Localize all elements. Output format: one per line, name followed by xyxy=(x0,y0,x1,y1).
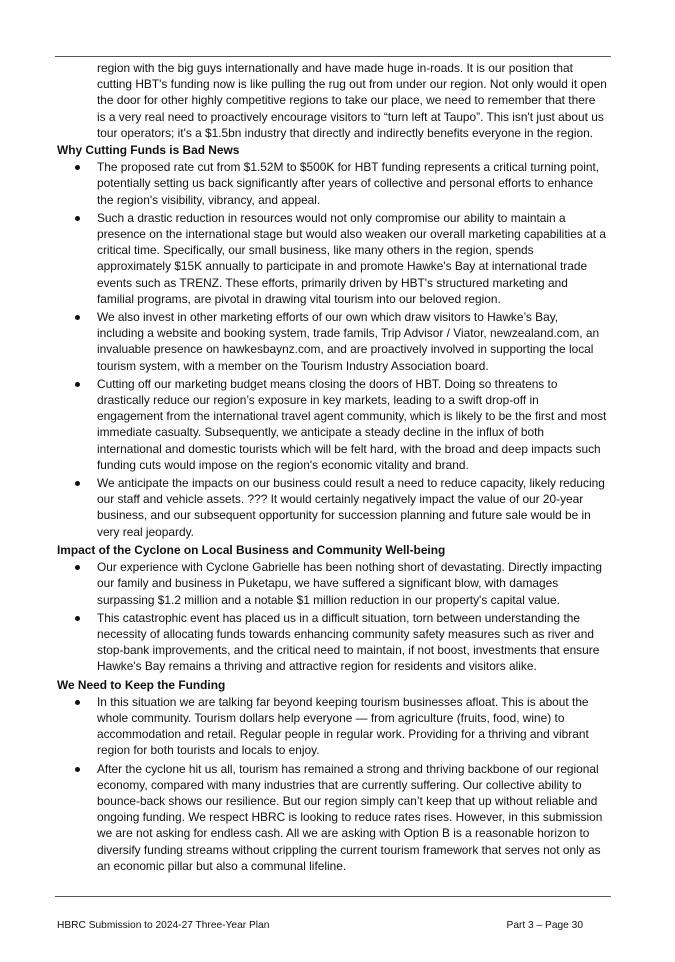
list-item xyxy=(57,761,607,874)
continuation-paragraph: region with the big guys internationally and have made huge in-roads. It is our position that cutting HBT's funding now is like pulling the rug out from under our region. Not only would it open the door for other highly competitive regions to take our place, we need to remember that there is a very real need to proactively encourage visitors to “turn left at Taupo”. This isn't just about us tour operators; it's a $1.5bn industry that directly and indirectly benefits everyone in the region. xyxy=(97,61,607,140)
bullet-list xyxy=(57,559,607,674)
list-item xyxy=(57,376,607,473)
list-item xyxy=(57,475,607,540)
list-item-text: Such a drastic reduction in resources would not only compromise our ability to maintain a presence on the international stage but would also weaken our overall marketing capabilities at a critical time. Specifically, our small business, like many others in the region, spends approximately $15K annually to participate in and promote Hawke's Bay at international trade events such as TRENZ. These efforts, primarily driven by HBT's structured marketing and familial programs, are pivotal in drawing vital tourism into our beloved region. xyxy=(97,210,606,306)
list-item-text: This catastrophic event has placed us in a difficult situation, torn between understanding the necessity of allocating funds towards enhancing community safety measures such as river and stop-bank improvements, and the critical need to maintain, if not boost, investments that ensure Hawke's Bay remains a thriving and attractive region for residents and visitors alike. xyxy=(97,610,600,674)
header-rule xyxy=(55,56,611,57)
list-item-text: We anticipate the impacts on our business could result a need to reduce capacity, likely reducing our staff and vehicle assets. ??? It would certainly negatively impact the value of our 20-year business, and our subsequent opportunity for succession planning and future sale would be in very real jeopardy. xyxy=(97,476,605,539)
footer-document-title: HBRC Submission to 2024-27 Three-Year Plan xyxy=(57,920,270,931)
list-item-text: We also invest in other marketing efforts of our own which draw visitors to Hawke’s Bay, including a website and booking system, trade famils, Trip Advisor / Viator, newzealand.com, an invaluable presence on hawkesbaynz.com, and are proactively involved in supporting the local tourism system, with a member on the Tourism Industry Association board. xyxy=(97,310,600,373)
document-body xyxy=(57,60,607,876)
bullet-list xyxy=(57,159,607,540)
bullet-icon xyxy=(75,315,80,320)
list-item xyxy=(57,610,607,675)
bullet-icon xyxy=(75,767,80,772)
list-item xyxy=(57,309,607,374)
bullet-icon xyxy=(75,565,80,570)
bullet-icon xyxy=(75,481,80,486)
section-heading: We Need to Keep the Funding xyxy=(57,677,226,692)
list-item xyxy=(57,159,607,208)
list-item xyxy=(57,559,607,608)
section-cyclone-impact xyxy=(57,542,607,675)
list-item xyxy=(57,694,607,759)
bullet-icon xyxy=(75,165,80,170)
list-item-text: Our experience with Cyclone Gabrielle has been nothing short of devastating. Directly impacting our family and business in Puketapu, we have suffered a significant blow, with damages surpassing $1.2 million and a notable $1 million reduction in our property's capital value. xyxy=(97,560,602,607)
section-heading: Impact of the Cyclone on Local Business and Community Well-being xyxy=(57,542,446,557)
section-keep-funding xyxy=(57,677,607,874)
footer-rule xyxy=(55,896,611,897)
bullet-icon xyxy=(75,616,80,621)
footer-page-number: Part 3 – Page 30 xyxy=(506,920,583,931)
bullet-list xyxy=(57,694,607,874)
list-item-text: In this situation we are talking far beyond keeping tourism businesses afloat. This is about the whole community. Tourism dollars help everyone — from agriculture (fruits, food, wine) to accommodation and retail. Regular people in regular work. Providing for a thriving and vibrant region for both tourists and locals to enjoy. xyxy=(97,694,589,758)
bullet-icon xyxy=(75,382,80,387)
section-heading: Why Cutting Funds is Bad News xyxy=(57,143,240,158)
list-item-text: Cutting off our marketing budget means closing the doors of HBT. Doing so threatens to drastically reduce our region’s exposure in key markets, leading to a swift drop-off in engagement from the international travel agent community, which is likely to be the first and most immediate casualty. Subsequently, we anticipate a steady decline in the influx of both international and domestic tourists which will be felt hard, with the broad and deep impacts such funding cuts would impose on the region's economic vitality and brand. xyxy=(97,376,607,472)
bullet-icon xyxy=(75,700,80,705)
list-item-text: After the cyclone hit us all, tourism has remained a strong and thriving backbone of our regional economy, compared with many industries that are currently suffering. Our collective ability to bounce-back shows our resilience. But our region simply can’t keep that up without reliable and ongoing funding. We respect HBRC is looking to reduce rates rises. However, in this submission we are not asking for endless cash. All we are asking with Option B is a reasonable horizon to diversify funding streams without crippling the current tourism framework that serves not only as an economic pillar but also a communal lifeline. xyxy=(97,761,603,873)
list-item xyxy=(57,210,607,307)
bullet-icon xyxy=(75,216,80,221)
list-item-text: The proposed rate cut from $1.52M to $500K for HBT funding represents a critical turning point, potentially setting us back significantly after years of collective and personal efforts to enhance the region's visibility, vibrancy, and appeal. xyxy=(97,160,600,207)
section-why-cutting-funds xyxy=(57,142,607,540)
